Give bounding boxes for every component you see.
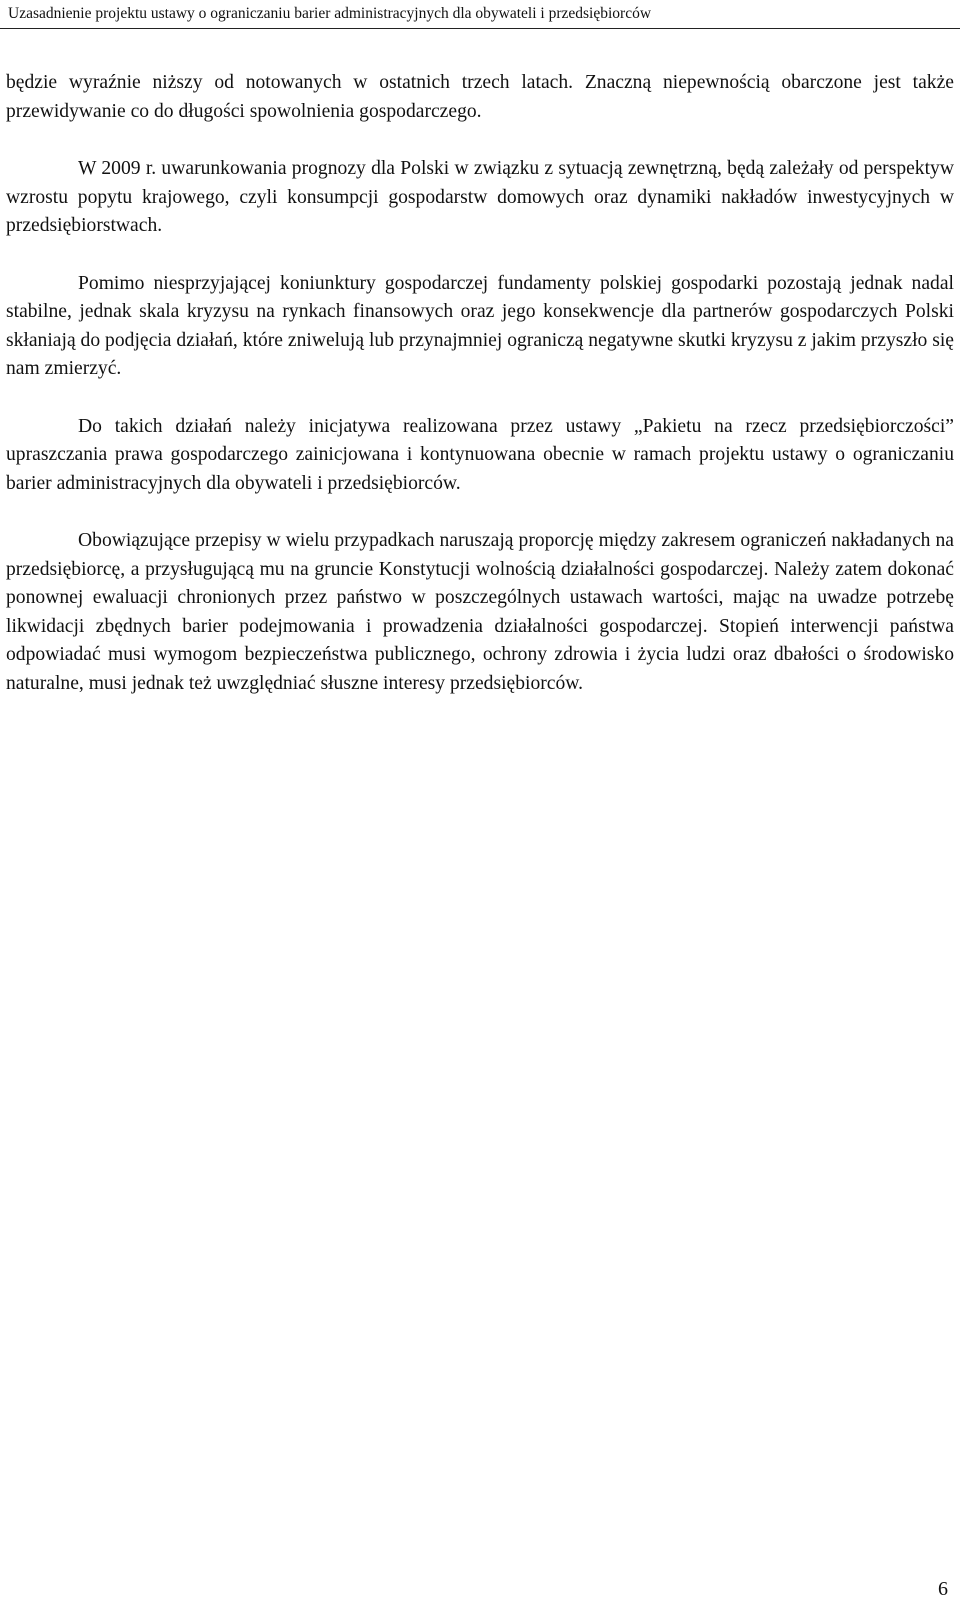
paragraph-4: Do takich działań należy inicjatywa realizowana przez ustawy „Pakietu na rzecz przedsiębiorczości” upraszczania prawa gospodarczego zainicjowana i kontynuowana obecnie w ramach projektu ustawy o ograniczaniu barier administracyjnych dla obywateli i przedsiębiorców. bbox=[6, 415, 954, 494]
running-header-title: Uzasadnienie projektu ustawy o ograniczaniu barier administracyjnych dla obywateli i przedsiębiorców bbox=[8, 5, 652, 22]
page-number: 6 bbox=[938, 1578, 948, 1600]
paragraph-1: będzie wyraźnie niższy od notowanych w ostatnich trzech latach. Znaczną niepewnością obarczone jest także przewidywanie co do długości spowolnienia gospodarczego. bbox=[6, 72, 954, 122]
header-divider bbox=[0, 28, 960, 29]
paragraph-5: Obowiązujące przepisy w wielu przypadkach naruszają proporcję między zakresem ograniczeń nakładanych na przedsiębiorcę, a przysługującą mu na gruncie Konstytucji wolnością działalności gospodarczej. Należy zatem dokonać ponownej ewaluacji chronionych przez państwo w poszczególnych ustawach wartości, mając na uwadze potrzebę likwidacji zbędnych barier podejmowania i prowadzenia działalności gospodarczej. Stopień interwencji państwa odpowiadać musi wymogom bezpieczeństwa publicznego, ochrony zdrowia i życia ludzi oraz dbałości o środowisko naturalne, musi jednak też uwzględniać słuszne interesy przedsiębiorców. bbox=[6, 530, 954, 694]
paragraph-2: W 2009 r. uwarunkowania prognozy dla Polski w związku z sytuacją zewnętrzną, będą zależały od perspektyw wzrostu popytu krajowego, czyli konsumpcji gospodarstw domowych oraz dynamiki nakładów inwestycyjnych w przedsiębiorstwach. bbox=[6, 158, 954, 236]
document-body bbox=[6, 69, 954, 727]
paragraph-3: Pomimo niesprzyjającej koniunktury gospodarczej fundamenty polskiej gospodarki pozostają jednak nadal stabilne, jednak skala kryzysu na rynkach finansowych oraz jego konsekwencje dla partnerów gospodarczych Polski skłaniają do podjęcia działań, które zniwelują lub przynajmniej ograniczą negatywne skutki kryzysu z jakim przyszło się nam zmierzyć. bbox=[6, 272, 954, 379]
